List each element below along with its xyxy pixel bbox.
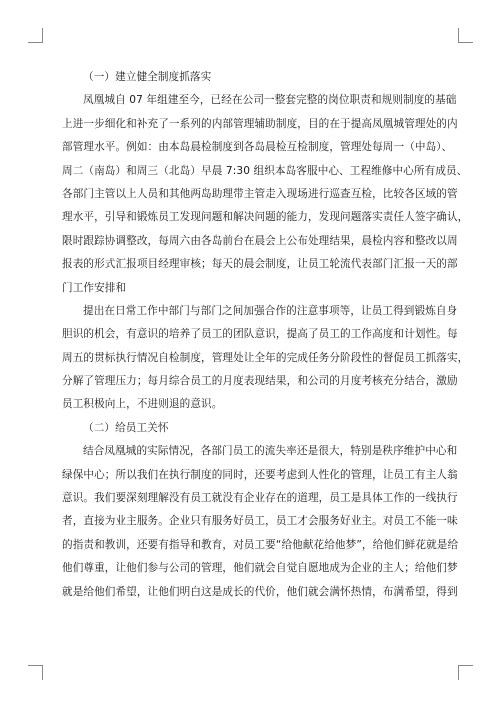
paragraph-line: 周五的贯标执行情况自检制度，管理处让全年的完成任务分阶段性的督促员工抓落实， [62,351,469,364]
paragraph-line: 门工作安排和 [62,281,127,294]
paragraph-line: 他们尊重，让他们参与公司的管理，他们就会自觉自愿地成为企业的主人；给他们梦 [62,562,458,575]
crop-mark-top-right [458,28,473,43]
paragraph-line: 胆识的机会，有意识的培养了员工的团队意识，提高了员工的工作高度和计划性。每 [62,328,458,341]
paragraph-line: 理水平，引导和锻炼员工发现问题和解决问题的能力，发现问题落实责任人签字确认， [62,211,469,224]
paragraph-line: 提出在日常工作中部门与部门之间加强合作的注意事项等，让员工得到锻炼自身 [83,304,458,317]
paragraph-line: 绿保中心；所以我们在执行制度的同时，还要考虑到人性化的管理，让员工有主人翁 [62,468,458,481]
paragraph-line: 就是给他们希望，让他们明白这是成长的代价，他们就会满怀热情，布满希望，得到 [62,585,458,598]
paragraph-line: 凤凰城自 07 年组建至今，已经在公司一整套完整的岗位职责和规则制度的基础 [83,94,457,107]
crop-mark-top-left [28,28,43,43]
paragraph-line: 意识。我们要深刻理解没有员工就没有企业存在的道理，员工是具体工作的一线执行 [62,492,458,505]
document-body [62,66,469,604]
paragraph-line: 上进一步细化和补充了一系列的内部管理辅助制度，目的在于提高凤凰城管理处的内 [62,117,458,130]
section-heading-2: （二）给员工关怀 [83,421,169,434]
crop-mark-bottom-left [28,665,43,680]
paragraph-line: 各部门主管以上人员和其他两岛助理带主管走入现场进行巡查互检，比较各区域的管 [62,187,458,200]
paragraph-line: 者，直接为业主服务。企业只有服务好员工，员工才会服务好业主。对员工不能一味 [62,515,458,528]
paragraph-line: 限时跟踪协调整改，每周六由各岛前台在晨会上公布处理结果，晨检内容和整改以周 [62,234,458,247]
paragraph-line: 周二（南岛）和周三（北岛）早晨 7:30 组织本岛客服中心、工程维修中心所有成员、 [62,164,468,177]
paragraph-line: 部管理水平。例如：由本岛晨检制度到各岛晨检互检制度，管理处每周一（中岛）、 [62,141,453,154]
paragraph-line: 员工积极向上，不进则退的意识。 [62,398,223,411]
paragraph-line: 分解了管理压力；每月综合员工的月度表现结果，和公司的月度考核充分结合，激励 [62,375,458,388]
paragraph-line: 的指责和教训，还要有指导和教育，对员工要“给他献花给他梦”，给他们鲜花就是给 [62,538,459,551]
crop-mark-bottom-right [458,665,473,680]
paragraph-line: 报表的形式汇报项目经理审核；每天的晨会制度，让员工轮流代表部门汇报一天的部 [62,258,458,271]
section-heading-1: （一）建立健全制度抓落实 [83,71,212,83]
paragraph-line: 结合凤凰城的实际情况，各部门员工的流失率还是很大，特别是秩序维护中心和 [83,445,458,458]
